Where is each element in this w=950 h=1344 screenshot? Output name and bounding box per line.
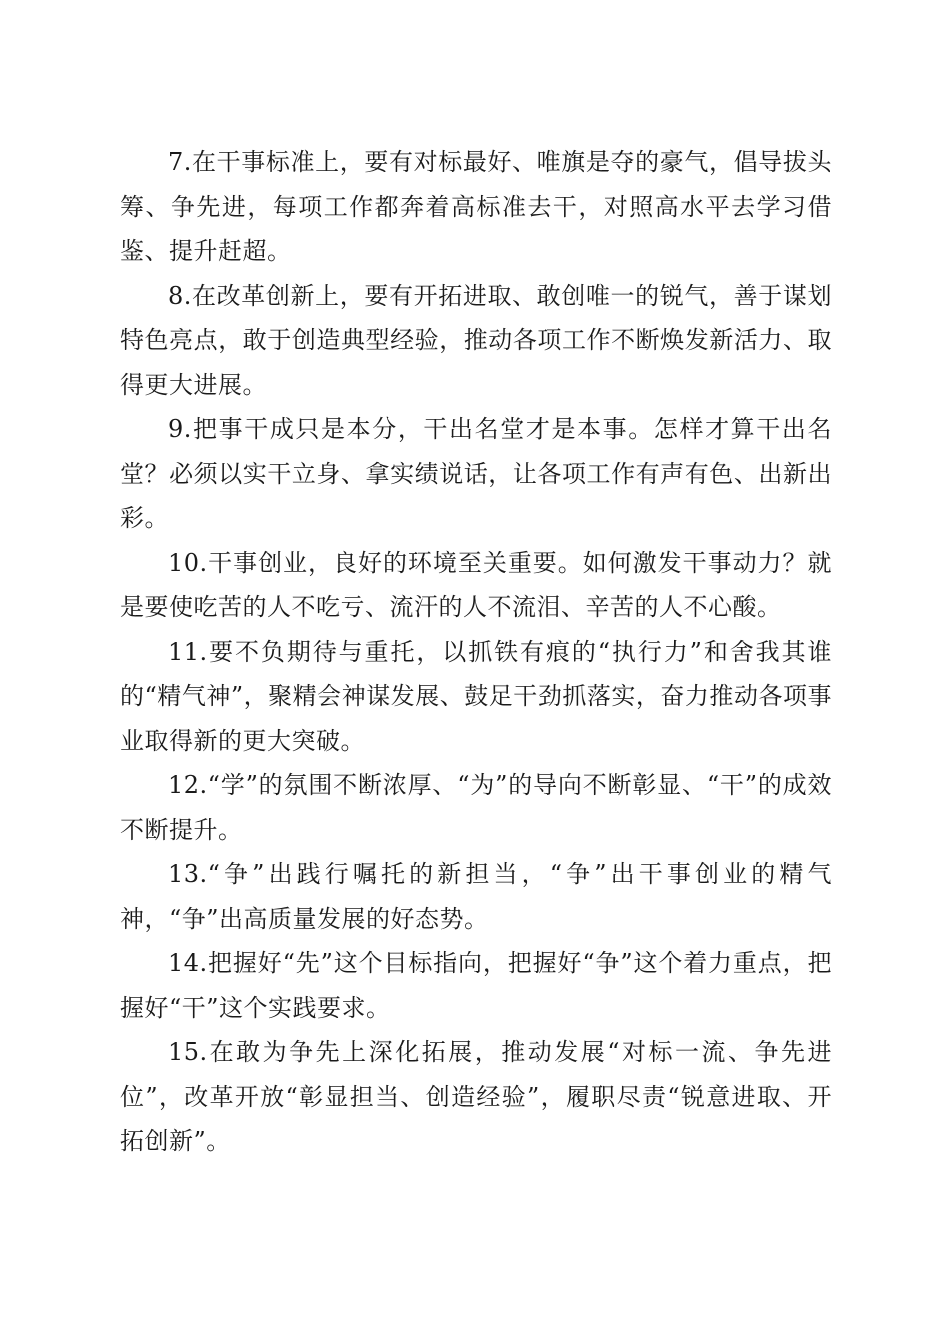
paragraph-9: 9.把事干成只是本分，干出名堂才是本事。怎样才算干出名堂？必须以实干立身、拿实绩说话，让各项工作有声有色、出新出彩。 [120, 415, 832, 532]
paragraph-8: 8.在改革创新上，要有开拓进取、敢创唯一的锐气，善于谋划特色亮点，敢于创造典型经验，推动各项工作不断焕发新活力、取得更大进展。 [120, 281, 832, 399]
paragraph-13: 13.“争”出践行嘱托的新担当，“争”出干事创业的精气神，“争”出高质量发展的好态势。 [120, 860, 832, 933]
paragraph-14: 14.把握好“先”这个目标指向，把握好“争”这个着力重点，把握好“干”这个实践要求。 [120, 949, 832, 1022]
paragraph-12: 12.“学”的氛围不断浓厚、“为”的导向不断彰显、“干”的成效不断提升。 [120, 771, 832, 844]
document-body [120, 140, 832, 1164]
paragraph-7: 7.在干事标准上，要有对标最好、唯旗是夺的豪气，倡导拔头筹、争先进，每项工作都奔着高标准去干，对照高水平去学习借鉴、提升赶超。 [120, 148, 832, 265]
paragraph-10: 10.干事创业，良好的环境至关重要。如何激发干事动力？就是要使吃苦的人不吃亏、流汗的人不流泪、辛苦的人不心酸。 [120, 548, 832, 621]
paragraph-15: 15.在敢为争先上深化拓展，推动发展“对标一流、争先进位”，改革开放“彰显担当、创造经验”，履职尽责“锐意进取、开拓创新”。 [120, 1038, 832, 1155]
paragraph-11: 11.要不负期待与重托，以抓铁有痕的“执行力”和舍我其谁的“精气神”，聚精会神谋发展、鼓足干劲抓落实，奋力推动各项事业取得新的更大突破。 [120, 637, 832, 755]
